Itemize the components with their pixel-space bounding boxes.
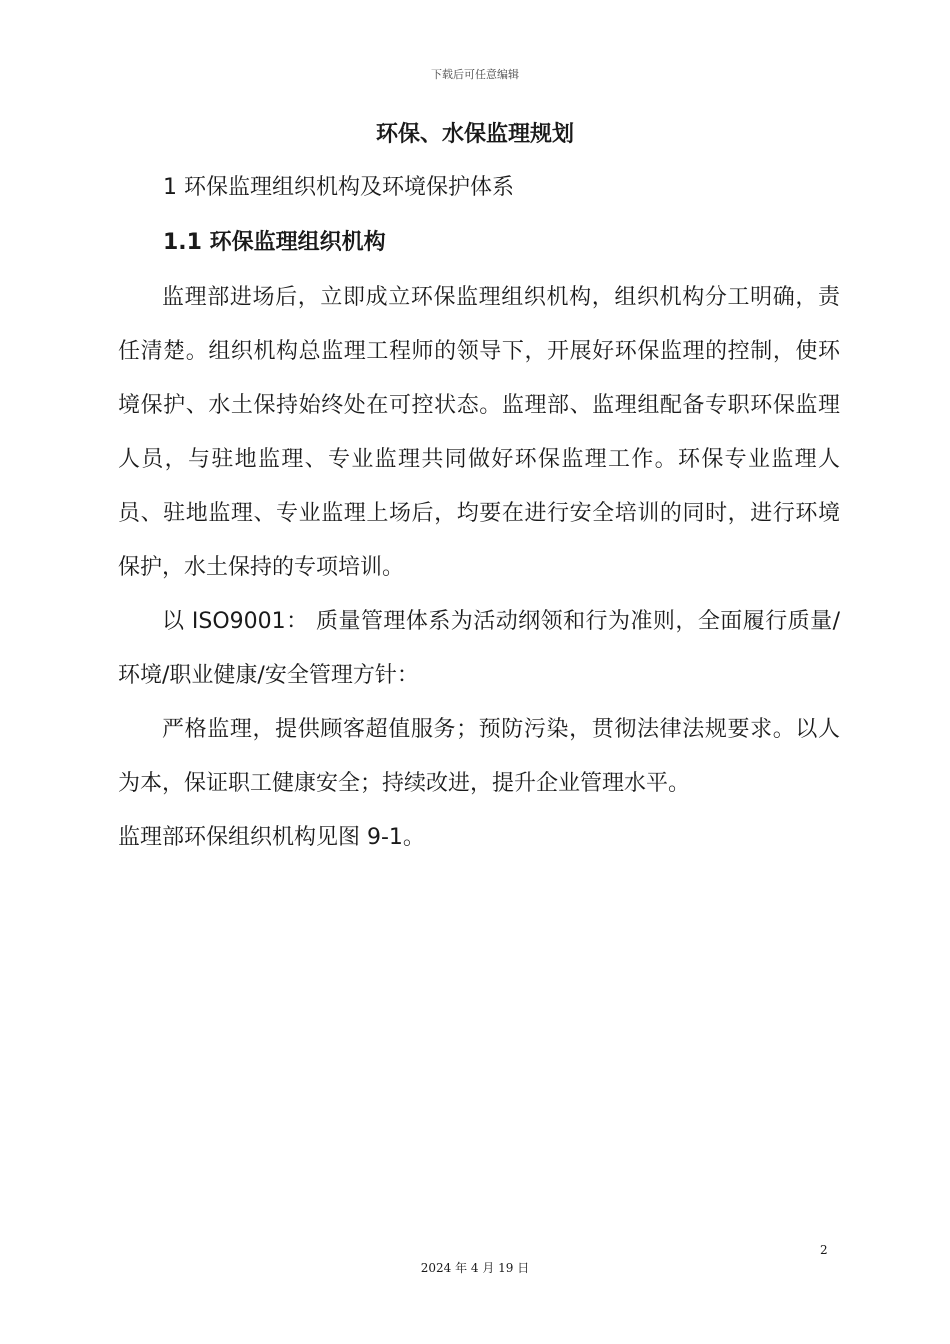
- page-number: 2: [820, 1243, 828, 1257]
- paragraph-policy-statement: 严格监理，提供顾客超值服务；预防污染，贯彻法律法规要求。以人为本，保证职工健康安全；持续改进，提升企业管理水平。: [118, 717, 840, 796]
- footer-date: 2024 年 4 月 19 日: [420, 1261, 530, 1275]
- paragraph-organization: 监理部进场后，立即成立环保监理组织机构，组织机构分工明确，责任清楚。组织机构总监理工程师的领导下，开展好环保监理的控制，使环境保护、水土保持始终处在可控状态。监理部、监理组配备专职环保监理人员，与驻地监理、专业监理共同做好环保监理工作。环保专业监理人员、驻地监理、专业监理上场后，均要在进行安全培训的同时，进行环境保护，水土保持的专项培训。: [118, 285, 840, 580]
- header-note: 下载后可任意编辑: [431, 68, 519, 81]
- section-heading: 1 环保监理组织机构及环境保护体系: [163, 175, 514, 200]
- paragraph-iso-policy: 以 ISO9001： 质量管理体系为活动纲领和行为准则，全面履行质量/环境/职业健康/安全管理方针：: [118, 609, 840, 688]
- paragraph-figure-reference: 监理部环保组织机构见图 9-1。: [118, 825, 425, 850]
- document-title: 环保、水保监理规划: [375, 122, 574, 147]
- subsection-heading: 1.1 环保监理组织机构: [163, 230, 386, 255]
